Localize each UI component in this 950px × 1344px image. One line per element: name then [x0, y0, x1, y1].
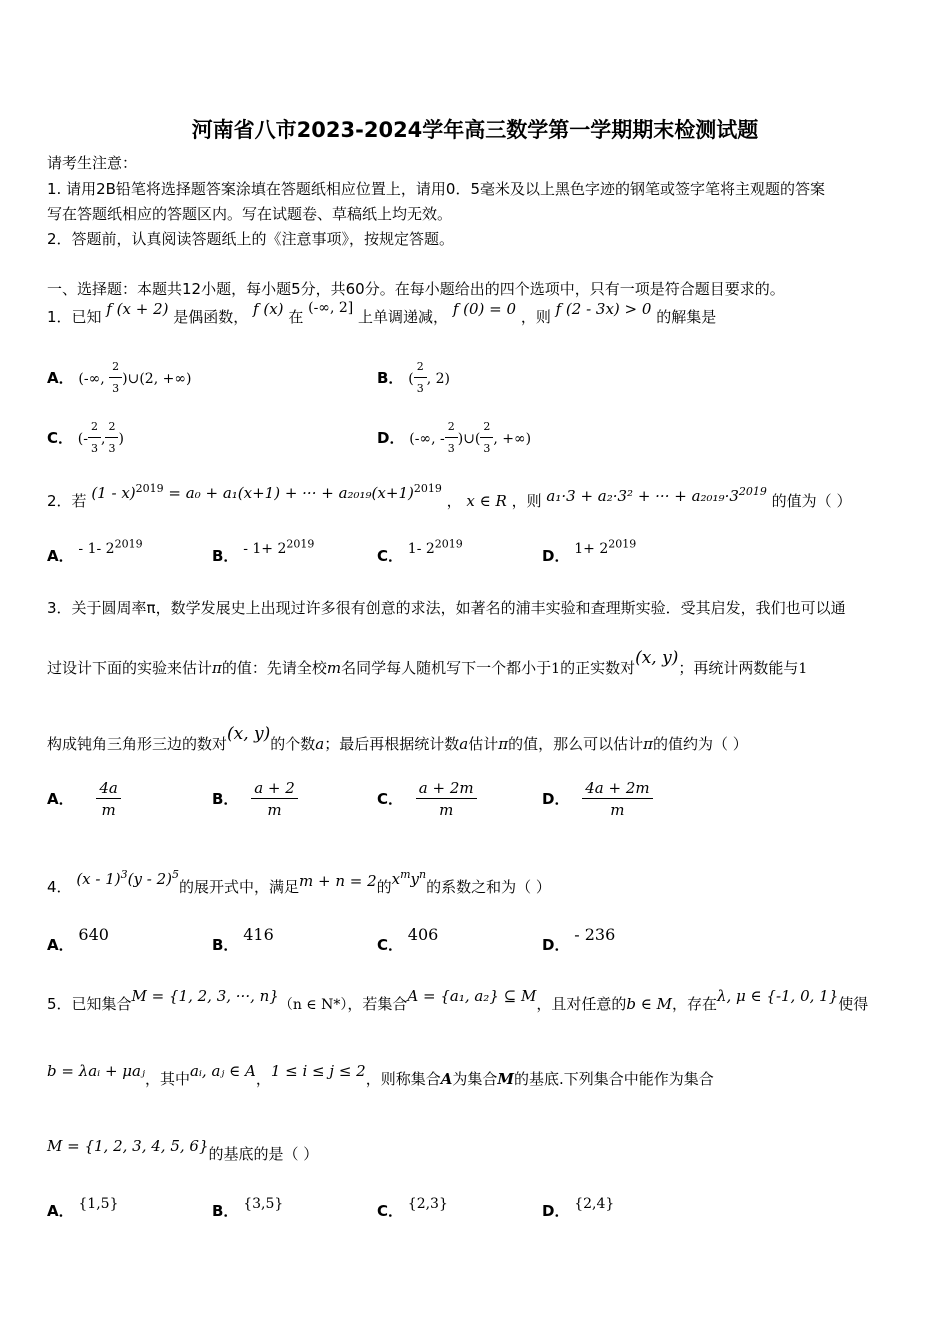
q5-option-c[interactable]: C． {2,3}: [377, 1196, 448, 1220]
q1-formula-1: f (x + 2): [106, 300, 169, 318]
option-math: (-∞, -: [409, 431, 445, 447]
question-1: [47, 300, 717, 327]
notice-line-3: 2．答题前，认真阅读答题纸上的《注意事项》，按规定答题。: [47, 230, 455, 248]
q2-option-b[interactable]: B． - $1+ 2^{2019}$: [212, 537, 315, 565]
q3-line-1: 3．关于圆周率π，数学发展史上出现过许多很有创意的求法，如著名的浦丰实验和查理斯实验．受其启发，我们也可以通: [47, 599, 846, 617]
q1-option-a[interactable]: [47, 357, 191, 400]
q3-line-3: 构成钝角三角形三边的数对(x, y)的个数a；最后再根据统计数a估计π的值，那么可以估计π的值约为（ ）: [47, 724, 748, 753]
q1-formula-2: f (x): [253, 300, 284, 318]
q2-text: ，则: [511, 492, 542, 510]
q5-option-b[interactable]: B． {3,5}: [212, 1196, 284, 1220]
section-heading: 一、选择题：本题共12小题，每小题5分，共60分。在每小题给出的四个选项中，只有一项是符合题目要求的。: [47, 280, 785, 298]
option-math: )∪(: [457, 431, 481, 447]
q1-text: 在: [288, 308, 304, 326]
q2-formula: x ∈ R: [466, 492, 507, 510]
q2-option-a[interactable]: A． - 1- $2^{2019}$: [47, 537, 143, 565]
question-2: [47, 482, 852, 511]
q1-option-b[interactable]: [377, 357, 450, 400]
page-title: 河南省八市2023-2024学年高三数学第一学期期末检测试题: [191, 118, 759, 142]
fraction: $\frac{2}{3}$: [105, 417, 118, 460]
option-label: A．: [47, 369, 74, 387]
q2-formula: (1 - x)$^{2019}$ = a₀ + a₁(x+1) + ··· + $a_{2019}(x+1)^{2019}$: [91, 482, 442, 502]
q2-option-c[interactable]: C． 1- $2^{2019}$: [377, 537, 463, 565]
q1-text: 的解集是: [656, 308, 717, 326]
q5-option-d[interactable]: D． {2,4}: [542, 1196, 615, 1220]
q2-text: 2．若: [47, 492, 87, 510]
fraction: $\frac{2}{3}$: [445, 417, 458, 460]
option-label: C．: [47, 429, 74, 447]
q3-option-c[interactable]: C． $\frac{a + 2m}{m}$: [377, 778, 477, 821]
option-math: (-: [77, 431, 88, 447]
notice-heading: 请考生注意：: [47, 154, 138, 172]
q4-option-d[interactable]: D． - 236: [542, 925, 616, 954]
q1-formula-4: f (0) = 0: [452, 300, 517, 318]
q2-option-d[interactable]: D． $1+ 2^{2019}$: [542, 537, 637, 565]
option-math: , 2): [426, 371, 450, 387]
option-label: D．: [377, 429, 405, 447]
q3-option-d[interactable]: D． $\frac{4a + 2m}{m}$: [542, 778, 653, 821]
q1-option-d[interactable]: [377, 417, 531, 460]
q1-text: ，则: [520, 308, 551, 326]
option-math: )∪(2, +∞): [122, 371, 192, 387]
question-5-line-3: M = {1, 2, 3, 4, 5, 6}的基底的是（ ）: [47, 1137, 319, 1163]
option-label: B．: [377, 369, 404, 387]
q1-text: 是偶函数，: [173, 308, 249, 326]
q2-formula: a₁·3 + a₂·3² + ··· + $a_{2019}\cdot 3^{2019}$: [546, 485, 767, 505]
q3-option-b[interactable]: B． $\frac{a + 2}{m}$: [212, 778, 298, 821]
q4-option-c[interactable]: C． 406: [377, 925, 439, 954]
q4-option-a[interactable]: A． 640: [47, 925, 109, 954]
q2-text: 的值为（ ）: [771, 492, 852, 510]
q4-option-b[interactable]: B． 416: [212, 925, 274, 954]
question-5-line-1: 5．已知集合M = {1, 2, 3, ···, n}（n ∈ N*），若集合A = {a₁, a₂} ⊆ M，且对任意的b ∈ M，存在λ, μ ∈ {-1, 0, 1}使得: [47, 987, 869, 1013]
option-math: ): [118, 431, 124, 447]
q5-option-a[interactable]: A． {1,5}: [47, 1196, 119, 1220]
q1-text: 1．已知: [47, 308, 102, 326]
q3-option-a[interactable]: A． $\frac{4a}{m}$: [47, 778, 121, 821]
q1-text: 上单调递减，: [358, 308, 449, 326]
q3-line-2: 过设计下面的实验来估计π的值：先请全校m名同学每人随机写下一个都小于1的正实数对(x, y)；再统计两数能与1: [47, 648, 808, 677]
option-math: , +∞): [493, 431, 532, 447]
q1-formula-3: (-∞, 2]: [308, 300, 354, 316]
q2-text: ，: [446, 492, 462, 510]
question-5-line-2: b = λaᵢ + μaⱼ，其中aᵢ, aⱼ ∈ A，1 ≤ i ≤ j ≤ 2，则称集合A为集合M的基底.下列集合中能作为集合: [47, 1062, 714, 1088]
notice-line-2: 写在答题纸相应的答题区内。写在试题卷、草稿纸上均无效。: [47, 205, 453, 223]
option-math: (: [408, 371, 414, 387]
q1-option-c[interactable]: [47, 417, 124, 460]
q1-formula-5: f (2 - 3x) > 0: [555, 300, 652, 318]
notice-line-1: 1. 请用2B铅笔将选择题答案涂填在答题纸相应位置上，请用0．5毫米及以上黑色字迹的钢笔或签字笔将主观题的答案: [47, 180, 826, 198]
fraction: $\frac{2}{3}$: [88, 417, 101, 460]
question-4: 4． (x - 1)$^3$(y - 2)$^5$的展开式中，满足m + n = 2的$x^my^n$的系数之和为（ ）: [47, 868, 551, 896]
fraction: $\frac{2}{3}$: [480, 417, 493, 460]
fraction: $\frac{2}{3}$: [109, 357, 122, 400]
option-math: ,: [101, 431, 106, 447]
fraction: $\frac{2}{3}$: [414, 357, 427, 400]
option-math: (-∞,: [78, 371, 110, 387]
